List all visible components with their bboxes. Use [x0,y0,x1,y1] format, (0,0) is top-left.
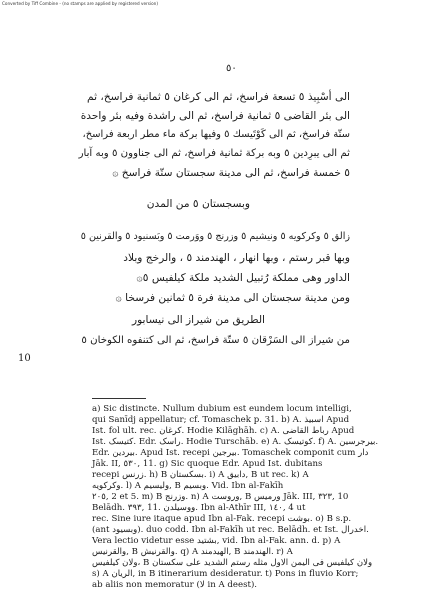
converter-banner: Converted by Tiff Combine - (no stamps are applied by registered version) [2,1,158,6]
footnote-line: qui Sanīdj appellatur; cf. Tomaschek p. 31. b) A. اسبيذ Apud [92,415,350,425]
footnote-line: ولان کیلفیس، B ولان کیلفیس فی الیمن الاول مثله رستم الشدید علی سکستان [92,558,373,568]
arabic-line: الداور وهى مملكة رُتبيل الشديد ملكة كيلفيس ٥۞ [136,272,350,284]
footnote-line: ab aliis non memoratur (لا in A deest). [92,580,258,590]
footnote-line: rec. Sine iure itaque apud Ibn al-Fak. recepi بوشت. o) B s.p. [92,514,352,524]
arabic-line: الى بئر القاضى ٥ ثمانية فراسخ، ثم الى راشدة وفيه بئر واحدة [80,110,350,122]
page-number: ٥٠ [226,63,237,74]
arabic-line: ثم الى يبرِدين ٥ وبه بركة ثمانية فراسخ، ثم الى جناوون ٥ وبه آبار [78,148,350,159]
footnote-line: Vera lectio videtur esse بشتید, vid. Ibn al-Fak. ann. d. p) A [92,536,341,546]
footnote-line: a) Sic distincte. Nullum dubium est eundem locum intelligi, [92,404,352,414]
arabic-line: الى أسْبِيذ ٥ تسعة فراسخ، ثم الى كرغان ٥ ثمانية فراسخ، ثم [87,91,350,103]
footnote-line: recepi زرنس. h) B بسکستان. i) A دابیق, B ut rec. k) A [92,470,309,480]
arabic-line: وبها قبر رستم ، وبها انهار ، الهندمند ٥ ، والرخج وبلاد [123,252,350,264]
footnote-rule [92,398,146,399]
arabic-line: الطريق من شيراز الى نيسابور [131,314,265,326]
footnote-line: وکرکویه. l) A ولیسیم, B وبسیم. Vid. Ibn al-Fakīh [92,481,284,491]
footnote-line: (ant وبسیود). duo codd. Ibn al-Fakīh ut rec. Belādh. et Ist. اخدرال. [92,525,369,535]
arabic-line: ستّة فراسخ، ثم الى كَوْتَيسك ٥ وفيها بركة ماء مطر اربعة فراسخ، [82,129,350,140]
arabic-line: من شيراز الى السَرْقان ٥ ستّة فراسخ، ثم الى كتنفوه الكوخان ٥ [81,335,350,346]
arabic-line: وبسجستان ٥ من المدن [146,198,250,210]
footnote-line: Jāk. II, ٥٣٠, 11. g) Sic quoque Edr. Apud Ist. dubitans [92,459,323,469]
arabic-line: ومن مدينة سجستان الى مدينة فرة ٥ ثمانين فرسخا ۞ [115,292,350,304]
arabic-line: ٥ خمسة فراسخ، ثم الى مدينة سجستان ستّة فراسخ ۞ [112,167,350,179]
footnote-line: Belādh. ٣٩٣, 11. ووسیلدن. Ibn al-Athīr III, ١٤٠, 4 ut [92,503,306,513]
footnote-line: Edr. بیردین. Apud Ist. recepi بيرجين. Tomaschek componit cum دار [92,448,369,458]
arabic-line: زالق ٥ وكركويه ٥ ونيشيم ٥ وزرنج ٥ ووَرمت ٥ وبَسنيود ٥ والقرنين ٥ [80,231,350,242]
footnote-line: Ist. fol ult. rec. کرغان. Hodie Kilāghāh. c) A. رباط القاضى Apud [92,426,355,436]
footnote-line: Ist. کتیسک. Edr. راسک. Hodie Turschāb. e) A. کوتیسک. f) A. بیرجرسین. [92,437,379,447]
footnote-line: ٢٠٥, 2 et 5. m) B وزرنج. n) A وروست, B ورمیس Jāk. III, ٣٢٣, 10 [92,492,349,502]
footnote-line: s) A الریان, in B itinerarium desideratur. t) Pons in fluvio Korr; [92,569,359,579]
line-number: 10 [18,353,31,364]
footnote-line: والقرنیس, B والقرنیش. q) A الهیدمند, B الهندمند. r) A [92,547,293,557]
